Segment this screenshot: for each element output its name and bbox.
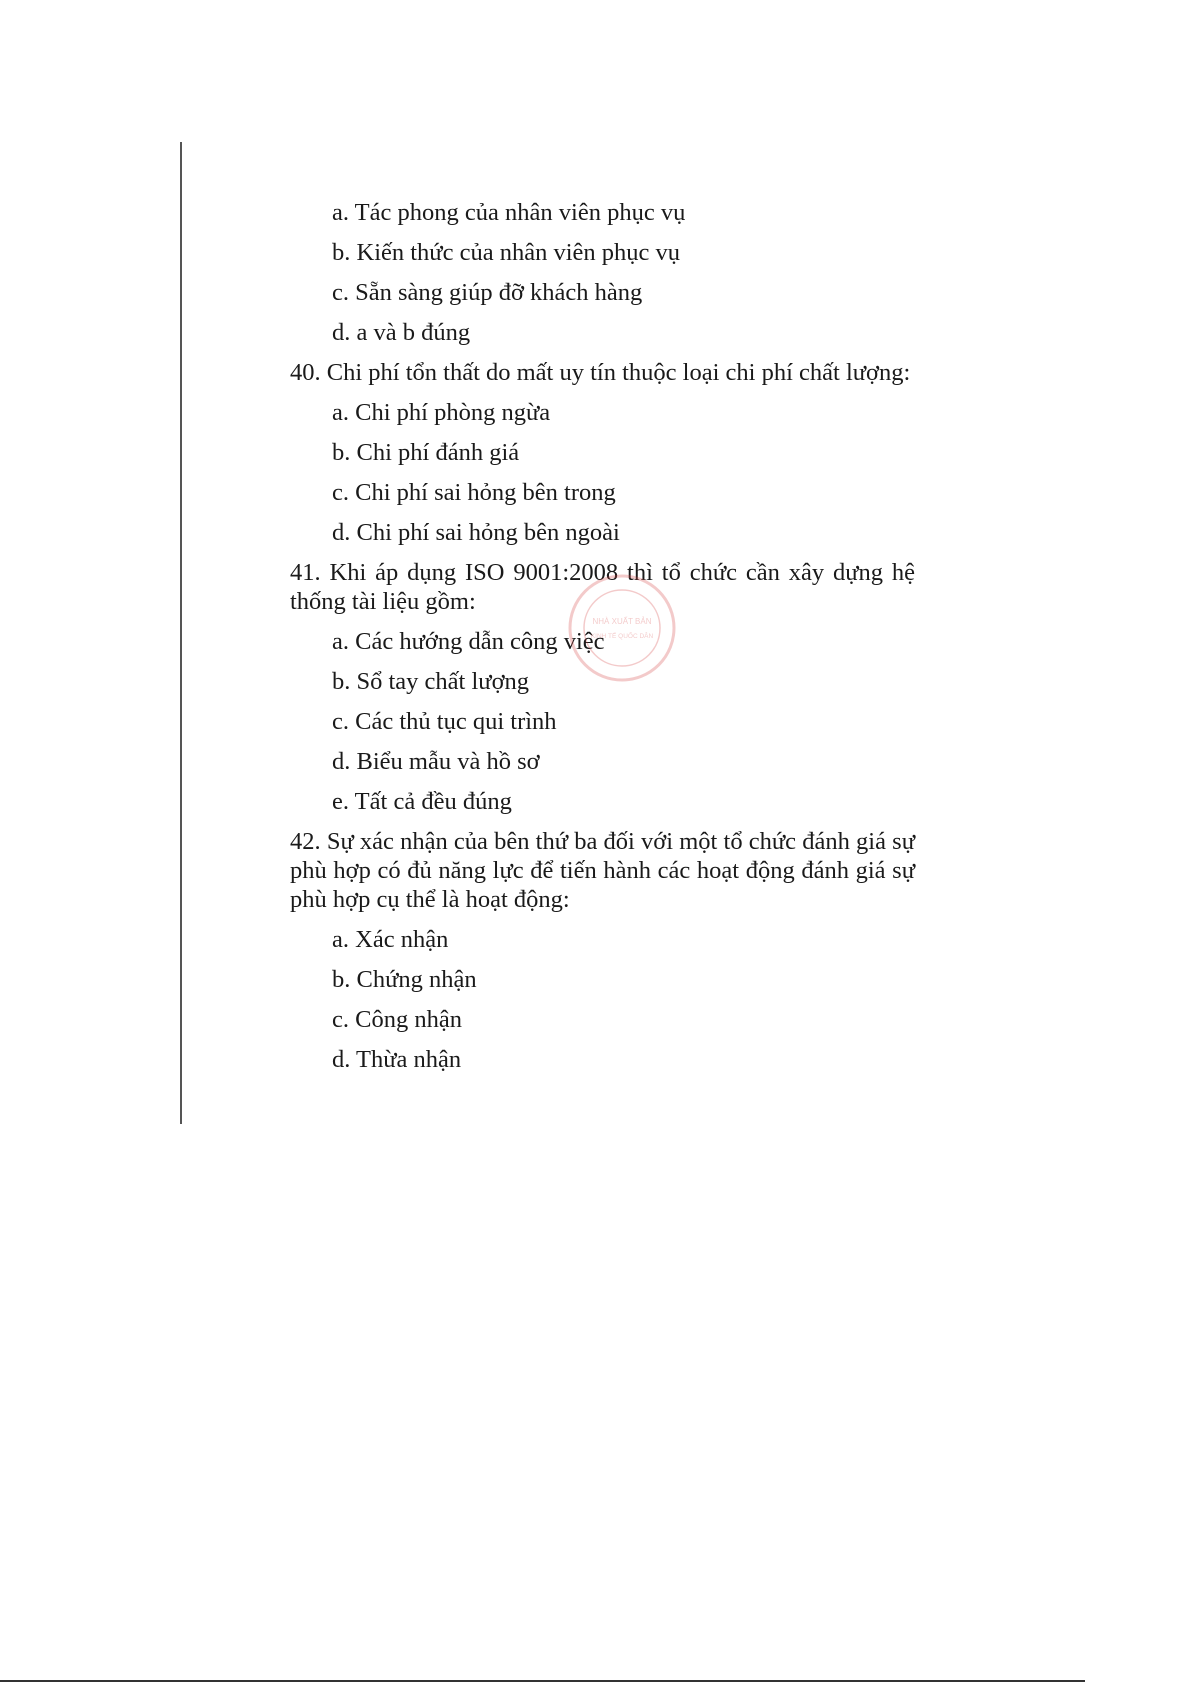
question-40: 40. Chi phí tổn thất do mất uy tín thuộc loại chi phí chất lượng: <box>290 359 911 386</box>
option-41e: e. Tất cả đều đúng <box>332 788 512 815</box>
option-40d: d. Chi phí sai hỏng bên ngoài <box>332 519 620 546</box>
option-42c: c. Công nhận <box>332 1006 462 1033</box>
publisher-stamp-icon <box>566 572 678 684</box>
stamp-inner-ring <box>584 590 660 666</box>
option-42d: d. Thừa nhận <box>332 1046 462 1073</box>
option-40b: b. Chi phí đánh giá <box>332 439 520 466</box>
stamp-line-2: KINH TẾ QUỐC DÂN <box>590 633 654 640</box>
option-39a: a. Tác phong của nhân viên phục vụ <box>332 199 686 226</box>
option-41a: a. Các hướng dẫn công việc <box>332 628 605 655</box>
option-41c: c. Các thủ tục qui trình <box>332 708 557 735</box>
option-40a: a. Chi phí phòng ngừa <box>332 399 551 426</box>
option-41b: b. Sổ tay chất lượng <box>332 668 530 695</box>
bottom-rule <box>0 1680 1085 1682</box>
option-39d: d. a và b đúng <box>332 319 471 346</box>
question-41: 41. Khi áp dụng ISO 9001:2008 thì tổ chức cần xây dựng hệ thống tài liệu gồm: <box>290 559 915 615</box>
stamp-line-1: NHÀ XUẤT BẢN <box>592 617 652 626</box>
left-margin-rule <box>180 142 182 1124</box>
option-42a: a. Xác nhận <box>332 926 449 953</box>
stamp-outer-ring <box>570 576 674 680</box>
option-40c: c. Chi phí sai hỏng bên trong <box>332 479 616 506</box>
option-41d: d. Biểu mẫu và hồ sơ <box>332 748 540 775</box>
option-39c: c. Sẵn sàng giúp đỡ khách hàng <box>332 279 643 306</box>
question-42: 42. Sự xác nhận của bên thứ ba đối với một tổ chức đánh giá sự phù hợp có đủ năng lực để tiến hành các hoạt động đánh giá sự phù hợp cụ thể là hoạt động: <box>290 828 915 913</box>
option-39b: b. Kiến thức của nhân viên phục vụ <box>332 239 681 266</box>
option-42b: b. Chứng nhận <box>332 966 477 993</box>
